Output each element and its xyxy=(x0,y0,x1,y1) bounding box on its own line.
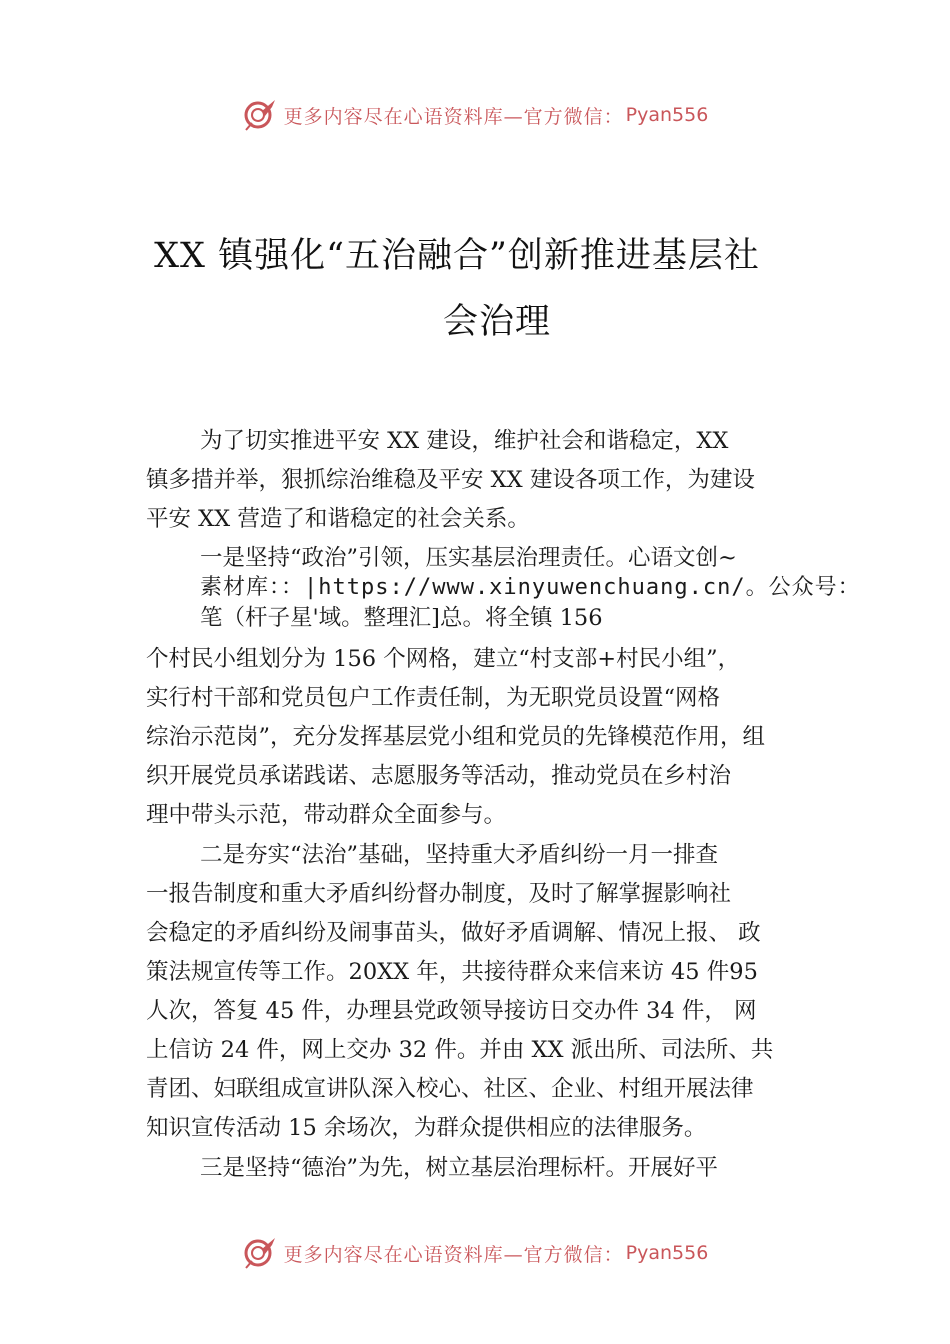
pen-logo-icon xyxy=(242,97,278,133)
body-line: 笔（杆子星'域。整理汇]总。将全镇 156 xyxy=(200,605,603,631)
body-line: 策法规宣传等工作。20XX 年，共接待群众来信来访 45 件95 xyxy=(146,959,758,985)
body-line: 个村民小组划分为 156 个网格，建立“村支部+村民小组”， xyxy=(146,646,741,672)
body-line: 织开展党员承诺践诺、志愿服务等活动，推动党员在乡村治 xyxy=(146,763,732,789)
body-line: 为了切实推进平安 XX 建设，维护社会和谐稳定，XX xyxy=(200,428,729,454)
body-line: 青团、妇联组成宣讲队深入校心、社区、企业、村组开展法律 xyxy=(146,1076,754,1102)
banner-text: 更多内容尽在心语资料库—官方微信： xyxy=(283,1243,624,1266)
body-line: 会稳定的矛盾纠纷及闹事苗头，做好矛盾调解、情况上报、 政 xyxy=(146,920,761,946)
body-line: 素材库：：|https://www.xinyuwenchuang.cn/。公众号： xyxy=(200,575,861,600)
banner-wechat-id: Pyan556 xyxy=(625,1242,709,1264)
body-line: 上信访 24 件，网上交办 32 件。并由 XX 派出所、司法所、共 xyxy=(146,1037,774,1063)
body-line: 综治示范岗”，充分发挥基层党小组和党员的先锋模范作用，组 xyxy=(146,724,766,750)
body-line: 理中带头示范，带动群众全面参与。 xyxy=(146,802,507,828)
header-banner xyxy=(0,95,950,135)
body-line: 三是坚持“德治”为先，树立基层治理标杆。开展好平 xyxy=(200,1155,719,1181)
banner-wechat-id: Pyan556 xyxy=(625,104,709,126)
body-line: 人次，答复 45 件，办理县党政领导接访日交办件 34 件， 网 xyxy=(146,998,757,1024)
document-title-line-1: XX 镇强化“五治融合”创新推进基层社 xyxy=(154,236,760,276)
pen-logo-icon xyxy=(242,1235,278,1271)
body-line: 一报告制度和重大矛盾纠纷督办制度，及时了解掌握影响社 xyxy=(146,881,732,907)
banner-text: 更多内容尽在心语资料库—官方微信： xyxy=(283,105,624,128)
document-title-line-2: 会治理 xyxy=(442,302,551,342)
body-line: 一是坚持“政治”引领，压实基层治理责任。心语文创~ xyxy=(200,545,737,571)
body-line: 平安 XX 营造了和谐稳定的社会关系。 xyxy=(146,506,530,532)
body-line: 实行村干部和党员包户工作责任制，为无职党员设置“网格 xyxy=(146,685,721,711)
body-line: 二是夯实“法治”基础，坚持重大矛盾纠纷一月一排查 xyxy=(200,842,719,868)
footer-banner xyxy=(0,1233,950,1273)
body-line: 知识宣传活动 15 余场次，为群众提供相应的法律服务。 xyxy=(146,1115,707,1141)
body-line: 镇多措并举，狠抓综治维稳及平安 XX 建设各项工作，为建设 xyxy=(146,467,755,493)
